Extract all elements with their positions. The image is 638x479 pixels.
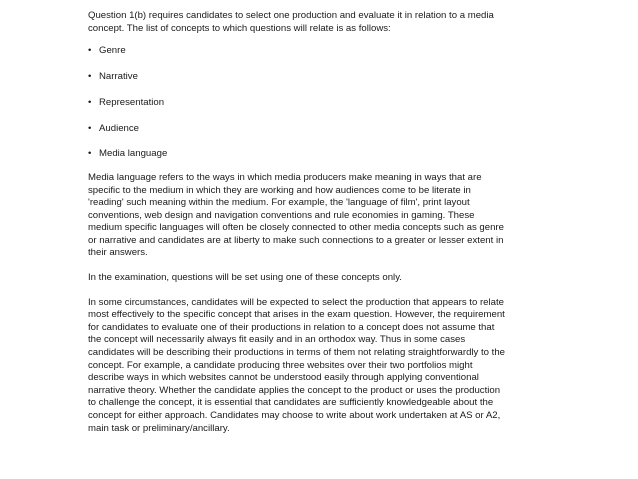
paragraph-line: narrative theory. Whether the candidate applies the concept to the product or uses the production <box>88 384 501 396</box>
bullet-icon: • <box>88 70 92 82</box>
bullet-icon: • <box>88 96 92 108</box>
paragraph-line: concept for either approach. Candidates may choose to write about work undertaken at AS or A2, <box>88 410 501 421</box>
concept-item-narrative <box>88 71 550 84</box>
bullet-icon: • <box>88 45 92 57</box>
paragraph-line: candidates will be describing their productions in terms of them not relating straightforwardly to the <box>88 347 506 359</box>
concept-list <box>88 45 550 161</box>
paragraph-line: most effectively to the specific concept that arises in the exam question. However, the requirement <box>88 309 505 321</box>
concept-label: Audience <box>99 122 140 134</box>
concept-item-representation <box>88 97 550 110</box>
paragraph-line: 'reading' such meaning within the medium. For example, the 'language of film', print layout <box>88 197 470 209</box>
paragraph-line: specific to the medium in which they are working and how audiences come to be literate in <box>88 184 471 196</box>
paragraph-line: their answers. <box>88 247 148 259</box>
concept-label: Narrative <box>99 70 138 82</box>
paragraph-line: the concept will necessarily always fit easily and in an orthodox way. Thus in some cases <box>88 334 466 346</box>
concept-label: Genre <box>99 45 126 57</box>
document-page <box>88 10 550 435</box>
concept-item-media-language <box>88 148 550 161</box>
exam-paragraph <box>88 272 550 285</box>
paragraph-line: conventions, web design and navigation conventions and rule economies in gaming. These <box>88 209 475 221</box>
intro-paragraph <box>88 10 550 35</box>
paragraph-line: In some circumstances, candidates will be expected to select the production that appears to relate <box>88 296 504 308</box>
paragraph-line: for candidates to evaluate one of their productions in relation to a concept does not assume that <box>88 321 495 333</box>
intro-line: concept. The list of concepts to which questions will relate is as follows: <box>88 22 391 34</box>
concept-label: Representation <box>99 96 165 108</box>
paragraph-line: Media language refers to the ways in which media producers make meaning in ways that are <box>88 171 482 183</box>
concept-label: Media language <box>99 148 168 160</box>
paragraph-line: concept. For example, a candidate producing three websites over their two portfolios might <box>88 359 473 371</box>
paragraph-line: describe ways in which websites cannot be understood easily through applying conventional <box>88 372 479 384</box>
bullet-icon: • <box>88 148 92 160</box>
media-language-paragraph <box>88 172 550 260</box>
paragraph-line: or narrative and candidates are at liberty to make such connections to a greater or lesser extent in <box>88 234 504 246</box>
paragraph-line: In the examination, questions will be set using one of these concepts only. <box>88 272 402 284</box>
intro-line: Question 1(b) requires candidates to select one production and evaluate it in relation to a media <box>88 10 494 21</box>
concept-item-audience <box>88 123 550 136</box>
paragraph-line: to challenge the concept, it is essential that candidates are sufficiently knowledgeable about the <box>88 397 494 409</box>
bullet-icon: • <box>88 122 92 134</box>
circumstances-paragraph <box>88 297 550 436</box>
paragraph-line: main task or preliminary/ancillary. <box>88 422 230 434</box>
concept-item-genre <box>88 45 550 58</box>
paragraph-line: medium specific languages will often be closely connected to other media concepts such as genre <box>88 222 504 234</box>
